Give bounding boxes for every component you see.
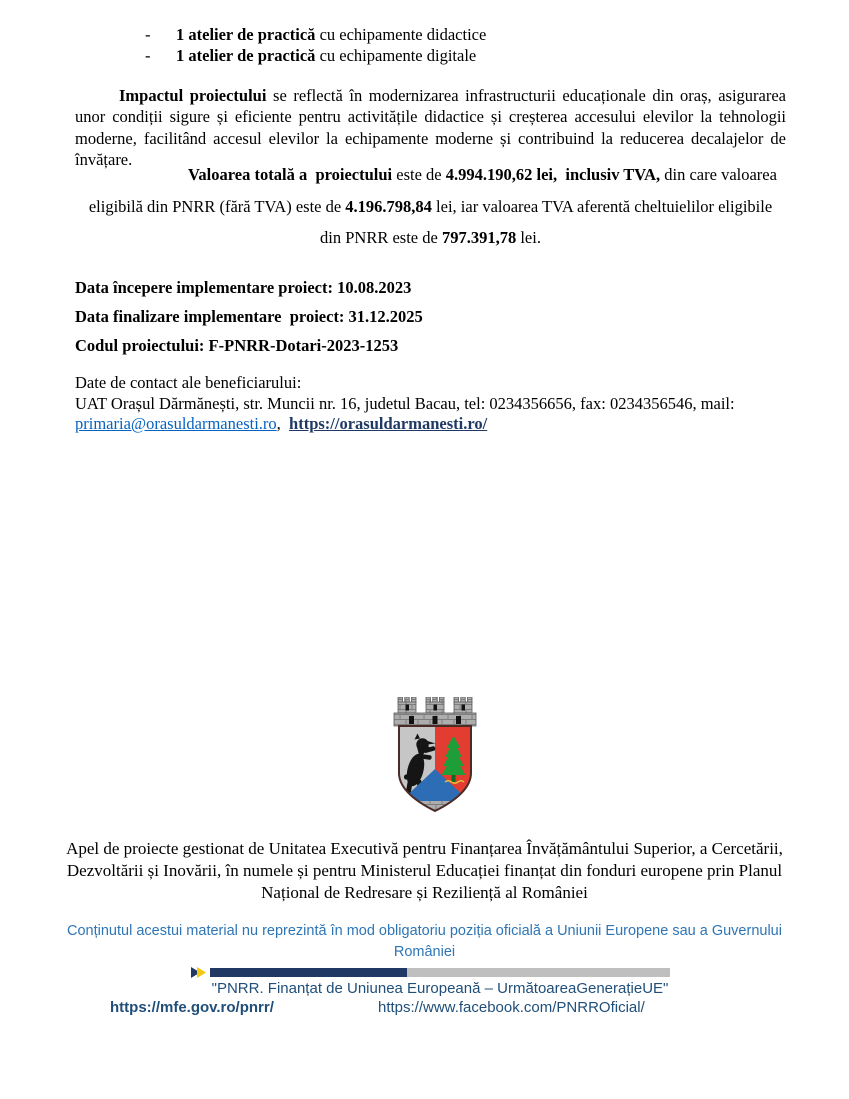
value-line: Valoarea totală a proiectului este de 4.994.190,62 lei, inclusiv TVA, din care valoarea	[188, 165, 777, 184]
bullet-dash: -	[145, 46, 151, 65]
impact-paragraph: Impactul proiectului se reflectă în modernizarea infrastructurii educaționale din oraș, asigurarea unor condiții sigure și eficiente pentru activitățile didactice și creșterea accesului elevilor la tehnologii moderne, facilitând accesul elevilor la echipamente moderne și contribuind la reducerea decalajelor de învățare.	[75, 86, 786, 170]
mural-crown	[394, 697, 476, 726]
coat-of-arms	[390, 697, 480, 815]
apel-line: Dezvoltării și Inovării, în numele și pentru Ministerul Educației finanțat din fonduri europene prin Planul	[66, 861, 783, 880]
apel-line: Apel de proiecte gestionat de Unitatea Executivă pentru Finanțarea Învățământului Superior, a Cercetării,	[66, 839, 783, 858]
bullet-list	[145, 24, 486, 66]
contact-links-line	[75, 414, 735, 435]
double-arrow-icon	[191, 966, 209, 979]
contact-block	[75, 373, 735, 435]
project-dates	[75, 277, 423, 364]
banner-bar-gray	[407, 968, 670, 977]
bullet-text: 1 atelier de practică cu echipamente didactice	[176, 25, 487, 44]
email-link[interactable]: primaria@orasuldarmanesti.ro	[75, 414, 277, 433]
website-link[interactable]: https://orasuldarmanesti.ro/	[289, 414, 488, 433]
mfe-link[interactable]: https://mfe.gov.ro/pnrr/	[110, 999, 274, 1016]
value-line: din PNRR este de 797.391,78 lei.	[320, 228, 541, 247]
bullet-dash: -	[145, 25, 151, 44]
pnrr-quote: "PNRR. Finanțat de Uniunea Europeană – UrmătoareaGenerațieUE"	[211, 980, 669, 997]
contact-address: UAT Orașul Dărmănești, str. Muncii nr. 16, judetul Bacau, tel: 0234356656, fax: 0234356546, mail:	[75, 393, 735, 413]
list-item	[145, 45, 486, 66]
apel-paragraph	[59, 838, 790, 904]
disclaimer-line: României	[393, 944, 456, 960]
list-item	[145, 24, 486, 45]
masonry-base	[399, 801, 471, 815]
bullet-text: 1 atelier de practică cu echipamente digitale	[176, 46, 477, 65]
apel-line: Național de Redresare și Reziliență al României	[261, 883, 588, 902]
eu-disclaimer	[59, 921, 790, 963]
contact-heading: Date de contact ale beneficiarului:	[75, 373, 302, 392]
start-date-line: Data începere implementare proiect: 10.08.2023	[75, 278, 412, 297]
banner-bar-blue	[210, 968, 407, 977]
pnrr-banner-bar	[191, 966, 670, 979]
value-paragraph	[75, 159, 786, 254]
project-code-line: Codul proiectului: F-PNRR-Dotari-2023-1253	[75, 336, 399, 355]
value-line: eligibilă din PNRR (fără TVA) este de 4.196.798,84 lei, iar valoarea TVA aferentă cheltuielilor eligibile	[88, 196, 773, 216]
disclaimer-line: Conținutul acestui material nu reprezintă în mod obligatoriu poziția oficială a Uniunii Europene sau a Guvernului	[67, 923, 782, 939]
end-date-line: Data finalizare implementare proiect: 31.12.2025	[75, 307, 423, 326]
link-separator: ,	[276, 414, 290, 433]
facebook-link[interactable]: https://www.facebook.com/PNRROficial/	[378, 999, 645, 1016]
